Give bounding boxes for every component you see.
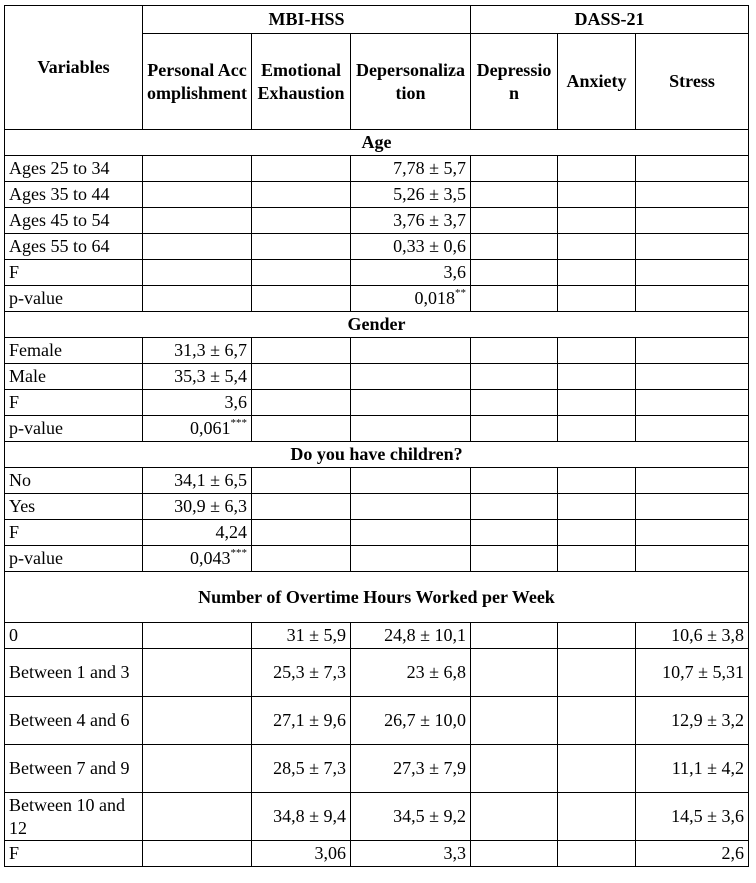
row-label: p-value (5, 416, 143, 442)
cell-ee (252, 494, 351, 520)
cell-stress (636, 546, 749, 572)
row-label: p-value (5, 546, 143, 572)
table-row (5, 364, 749, 390)
row-label: Female (5, 338, 143, 364)
row-label: Ages 35 to 44 (5, 182, 143, 208)
section-gender (5, 312, 749, 338)
cell-ee (252, 390, 351, 416)
section-children (5, 442, 749, 468)
p-value: 0,061 (190, 418, 231, 438)
cell-ee (252, 260, 351, 286)
cell-depression (471, 208, 558, 234)
table-row (5, 208, 749, 234)
cell-pa (143, 286, 252, 312)
personal-accomplishment-header: Personal Accomplishment (143, 34, 252, 130)
table-row (5, 156, 749, 182)
cell-stress: 2,6 (636, 841, 749, 867)
cell-depers: 7,78 ± 5,7 (351, 156, 471, 182)
cell-anxiety (558, 416, 636, 442)
cell-anxiety (558, 494, 636, 520)
row-label: Between 4 and 6 (5, 697, 143, 745)
table-row (5, 416, 749, 442)
row-label: F (5, 841, 143, 867)
cell-pa (143, 697, 252, 745)
cell-anxiety (558, 649, 636, 697)
cell-ee (252, 208, 351, 234)
cell-anxiety (558, 390, 636, 416)
cell-depression (471, 468, 558, 494)
cell-depression (471, 494, 558, 520)
stress-header: Stress (636, 34, 749, 130)
cell-pa: 34,1 ± 6,5 (143, 468, 252, 494)
emotional-exhaustion-header: Emotional Exhaustion (252, 34, 351, 130)
cell-anxiety (558, 546, 636, 572)
cell-depression (471, 745, 558, 793)
cell-stress (636, 494, 749, 520)
cell-pa (143, 416, 252, 442)
cell-depers (351, 546, 471, 572)
cell-anxiety (558, 697, 636, 745)
cell-anxiety (558, 208, 636, 234)
row-label: 0 (5, 623, 143, 649)
table-row (5, 546, 749, 572)
cell-depression (471, 623, 558, 649)
table-row (5, 697, 749, 745)
table-row (5, 260, 749, 286)
cell-depers (351, 390, 471, 416)
significance-marker: ** (455, 287, 466, 299)
table-row (5, 623, 749, 649)
header-group-row (5, 6, 749, 34)
section-title: Gender (5, 312, 749, 338)
cell-depression (471, 234, 558, 260)
cell-ee: 28,5 ± 7,3 (252, 745, 351, 793)
cell-depression (471, 546, 558, 572)
cell-depers (351, 468, 471, 494)
cell-ee (252, 338, 351, 364)
cell-ee: 31 ± 5,9 (252, 623, 351, 649)
cell-pa (143, 546, 252, 572)
cell-stress (636, 208, 749, 234)
cell-depers: 3,3 (351, 841, 471, 867)
row-label: Ages 25 to 34 (5, 156, 143, 182)
cell-anxiety (558, 260, 636, 286)
cell-ee (252, 520, 351, 546)
cell-depers: 3,6 (351, 260, 471, 286)
cell-pa (143, 841, 252, 867)
row-label: Between 7 and 9 (5, 745, 143, 793)
table-row (5, 338, 749, 364)
cell-depers (351, 364, 471, 390)
row-label: F (5, 260, 143, 286)
table-row (5, 390, 749, 416)
section-overtime (5, 572, 749, 623)
cell-pa (143, 623, 252, 649)
row-label: F (5, 520, 143, 546)
cell-pa (143, 260, 252, 286)
row-label: Ages 55 to 64 (5, 234, 143, 260)
row-label: Between 10 and 12 (5, 793, 143, 841)
cell-pa (143, 793, 252, 841)
cell-pa: 30,9 ± 6,3 (143, 494, 252, 520)
cell-stress: 10,6 ± 3,8 (636, 623, 749, 649)
cell-depression (471, 520, 558, 546)
cell-ee (252, 156, 351, 182)
row-label: Ages 45 to 54 (5, 208, 143, 234)
table-row (5, 793, 749, 841)
cell-stress: 12,9 ± 3,2 (636, 697, 749, 745)
cell-pa: 4,24 (143, 520, 252, 546)
cell-stress (636, 520, 749, 546)
cell-depression (471, 390, 558, 416)
cell-depers (351, 286, 471, 312)
significance-marker: *** (230, 417, 247, 429)
anxiety-header: Anxiety (558, 34, 636, 130)
depression-header: Depression (471, 34, 558, 130)
row-label: F (5, 390, 143, 416)
table-row (5, 468, 749, 494)
row-label: p-value (5, 286, 143, 312)
cell-pa: 31,3 ± 6,7 (143, 338, 252, 364)
mbi-hss-header: MBI-HSS (143, 6, 471, 34)
cell-depers: 0,33 ± 0,6 (351, 234, 471, 260)
cell-depression (471, 841, 558, 867)
cell-depers: 5,26 ± 3,5 (351, 182, 471, 208)
cell-pa (143, 208, 252, 234)
table-row (5, 649, 749, 697)
variables-header: Variables (5, 6, 143, 130)
cell-depression (471, 364, 558, 390)
cell-stress (636, 260, 749, 286)
table-row (5, 182, 749, 208)
cell-stress (636, 182, 749, 208)
depersonalization-header: Depersonalization (351, 34, 471, 130)
cell-ee (252, 416, 351, 442)
cell-ee: 25,3 ± 7,3 (252, 649, 351, 697)
results-table (4, 5, 749, 867)
section-title: Do you have children? (5, 442, 749, 468)
cell-depression (471, 260, 558, 286)
cell-anxiety (558, 234, 636, 260)
cell-depression (471, 697, 558, 745)
cell-anxiety (558, 520, 636, 546)
cell-depers: 27,3 ± 7,9 (351, 745, 471, 793)
table-row (5, 286, 749, 312)
p-value: 0,043 (190, 548, 231, 568)
cell-depression (471, 182, 558, 208)
cell-pa (143, 156, 252, 182)
row-label: Between 1 and 3 (5, 649, 143, 697)
cell-ee (252, 182, 351, 208)
section-title: Age (5, 130, 749, 156)
cell-anxiety (558, 793, 636, 841)
cell-depers: 26,7 ± 10,0 (351, 697, 471, 745)
cell-depression (471, 156, 558, 182)
table-row (5, 234, 749, 260)
cell-depers (351, 520, 471, 546)
cell-depression (471, 649, 558, 697)
cell-depers (351, 416, 471, 442)
cell-depression (471, 416, 558, 442)
cell-depers (351, 338, 471, 364)
cell-ee (252, 468, 351, 494)
cell-depression (471, 793, 558, 841)
cell-depers (351, 494, 471, 520)
dass-21-header: DASS-21 (471, 6, 749, 34)
cell-pa (143, 182, 252, 208)
cell-anxiety (558, 182, 636, 208)
cell-stress (636, 234, 749, 260)
cell-ee (252, 234, 351, 260)
cell-ee (252, 286, 351, 312)
cell-anxiety (558, 745, 636, 793)
section-title: Number of Overtime Hours Worked per Week (5, 572, 749, 623)
significance-marker: *** (230, 547, 247, 559)
cell-anxiety (558, 156, 636, 182)
section-age (5, 130, 749, 156)
cell-pa (143, 234, 252, 260)
cell-anxiety (558, 364, 636, 390)
cell-stress (636, 390, 749, 416)
cell-stress: 14,5 ± 3,6 (636, 793, 749, 841)
cell-pa: 35,3 ± 5,4 (143, 364, 252, 390)
cell-ee: 34,8 ± 9,4 (252, 793, 351, 841)
cell-anxiety (558, 623, 636, 649)
cell-anxiety (558, 841, 636, 867)
cell-ee: 27,1 ± 9,6 (252, 697, 351, 745)
cell-depression (471, 338, 558, 364)
table-row (5, 745, 749, 793)
cell-ee: 3,06 (252, 841, 351, 867)
cell-pa: 3,6 (143, 390, 252, 416)
cell-stress: 10,7 ± 5,31 (636, 649, 749, 697)
row-label: Yes (5, 494, 143, 520)
cell-pa (143, 649, 252, 697)
row-label: Male (5, 364, 143, 390)
p-value: 0,018 (414, 288, 455, 308)
cell-ee (252, 546, 351, 572)
table-row (5, 841, 749, 867)
cell-stress: 11,1 ± 4,2 (636, 745, 749, 793)
cell-depers: 3,76 ± 3,7 (351, 208, 471, 234)
cell-pa (143, 745, 252, 793)
cell-depers: 34,5 ± 9,2 (351, 793, 471, 841)
cell-stress (636, 286, 749, 312)
cell-ee (252, 364, 351, 390)
cell-anxiety (558, 338, 636, 364)
cell-depression (471, 286, 558, 312)
cell-depers: 24,8 ± 10,1 (351, 623, 471, 649)
cell-stress (636, 338, 749, 364)
row-label: No (5, 468, 143, 494)
table-row (5, 520, 749, 546)
cell-stress (636, 364, 749, 390)
cell-anxiety (558, 286, 636, 312)
cell-depers: 23 ± 6,8 (351, 649, 471, 697)
table-row (5, 494, 749, 520)
cell-stress (636, 416, 749, 442)
cell-stress (636, 156, 749, 182)
cell-stress (636, 468, 749, 494)
cell-anxiety (558, 468, 636, 494)
